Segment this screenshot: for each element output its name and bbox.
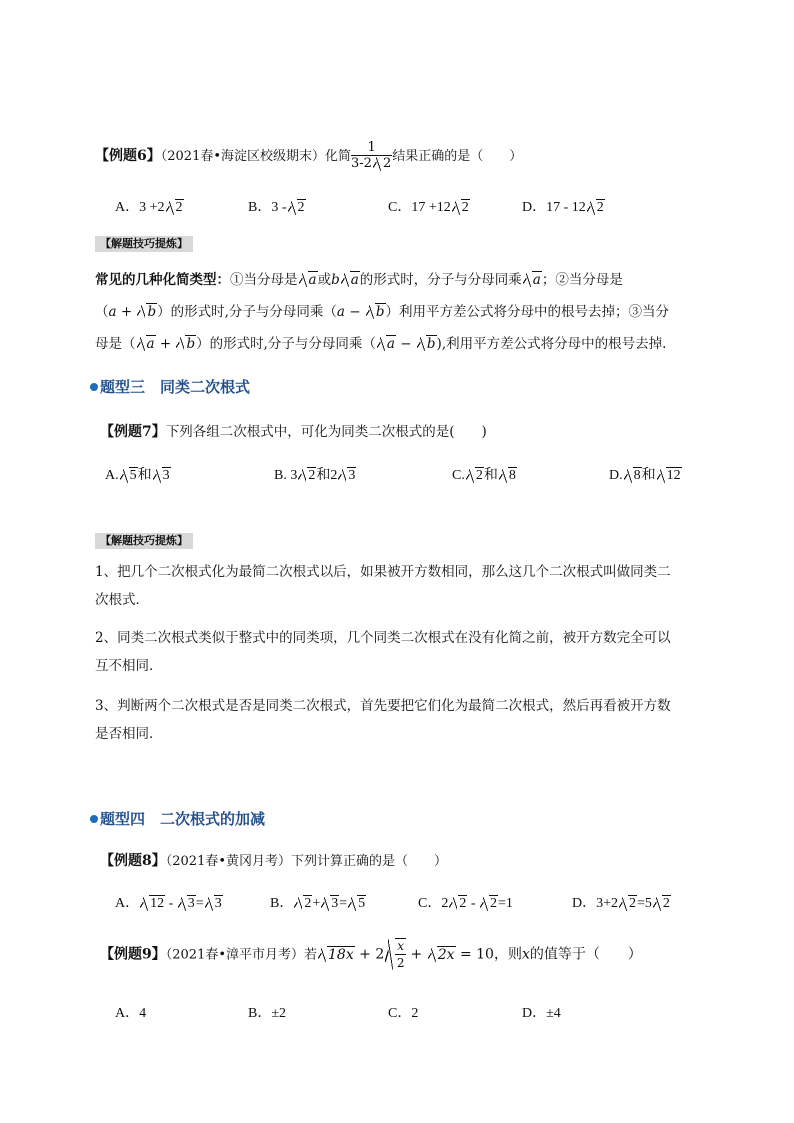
- option-a: A． 12 - 3= 3: [115, 896, 222, 911]
- option-a: A．4: [115, 1006, 147, 1021]
- tip-para-3b: 是否相同．: [95, 726, 163, 742]
- tips-tag: 【解题技巧提炼】: [95, 533, 193, 549]
- option-b: B． 2+ 3= 5: [270, 896, 366, 911]
- option-d: D．17 - 12 2: [522, 200, 604, 215]
- option-c: C．2: [388, 1006, 419, 1021]
- option-c: C．2 2 - 2=1: [418, 896, 513, 911]
- question-text: （2021春•海淀区校级期末）化简: [160, 149, 352, 164]
- example-8-question: 【例题8】（2021春•黄冈月考）下列计算正确的是（ ）: [100, 853, 448, 869]
- tip-line-1: 常见的几种化简类型：①当分母是 a或b a的形式时，分子与分母同乘 a；②当分母是: [95, 272, 623, 288]
- bullet-dot-icon: [90, 383, 98, 391]
- option-b: B．±2: [248, 1006, 287, 1021]
- option-b: B. 3 2和2 3: [274, 468, 356, 483]
- example-6-question: [95, 140, 522, 172]
- option-b: B．3 - 2: [248, 200, 305, 215]
- option-a: A. 5和 3: [105, 468, 170, 483]
- example-9-question: 【例题9】（2021春•漳平市月考）若 18x + 2 $\frac{x}{2}$ + 2x = 10，则x的值等于（ ）: [100, 939, 642, 970]
- option-a: A．3 +2 2: [115, 200, 183, 215]
- option-d: D．3+2 2=5 2: [572, 896, 670, 911]
- bullet-dot-icon: [90, 815, 98, 823]
- tip-line-3: 母是（ a + b）的形式时,分子与分母同乘（ a − b),利用平方差公式将分母中的根号去掉.: [95, 336, 667, 352]
- tip-para-1a: 1、把几个二次根式化为最简二次根式以后，如果被开方数相同，那么这几个二次根式叫做同类二: [95, 564, 671, 580]
- example-label: 【例题6】: [95, 148, 161, 164]
- section-heading-3: 题型三 同类二次根式: [90, 376, 250, 397]
- question-suffix: 结果正确的是（ ）: [392, 149, 523, 164]
- fraction: $\frac{1}{3-2 2}$: [351, 140, 392, 171]
- option-c: C. 2和 8: [452, 468, 516, 483]
- tip-para-2a: 2、同类二次根式类似于整式中的同类项，几个同类二次根式在没有化简之前，被开方数完全可以: [95, 630, 671, 646]
- option-c: C．17 +12 2: [388, 200, 469, 215]
- tip-para-3a: 3、判断两个二次根式是否是同类二次根式，首先要把它们化为最简二次根式，然后再看被开方数: [95, 698, 671, 714]
- tips-tag: 【解题技巧提炼】: [95, 236, 193, 252]
- option-d: D．±4: [522, 1006, 561, 1021]
- section-heading-4: 题型四 二次根式的加减: [90, 808, 265, 829]
- tip-para-1b: 次根式．: [95, 592, 149, 608]
- tip-para-2b: 互不相同．: [95, 658, 163, 674]
- example-7-question: 【例题7】下列各组二次根式中，可化为同类二次根式的是( ): [100, 424, 487, 440]
- option-d: D. 8和 12: [609, 468, 681, 483]
- tip-line-2: （a + b）的形式时,分子与分母同乘（a − b）利用平方差公式将分母中的根号去掉；③当分: [95, 304, 670, 320]
